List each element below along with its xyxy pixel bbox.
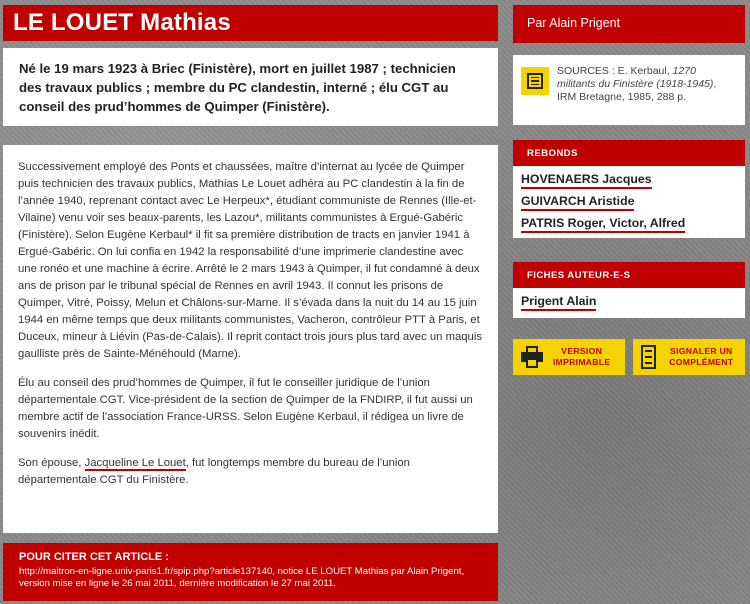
link-jacqueline-le-louet[interactable]: Jacqueline Le Louet <box>84 457 186 469</box>
printer-icon <box>521 346 536 368</box>
summary: Né le 19 mars 1923 à Briec (Finistère), mort en juillet 1987 ; technicien des travaux publics ; membre du PC clandestin, interné ; élu CGT au conseil des prud’hommes de Quimper (Finistère). <box>3 48 498 126</box>
fiche-link-prigent[interactable]: Prigent Alain <box>521 293 596 311</box>
rebonds-header: REBONDS <box>513 140 745 166</box>
print-version-label: VERSION IMPRIMABLE <box>552 346 611 367</box>
page-title: LE LOUET Mathias <box>3 5 498 41</box>
fiches-header: FICHES AUTEUR-E-S <box>513 262 745 288</box>
article-paragraph-3 <box>18 455 483 489</box>
sources-suffix: , IRM Bretagne, 1985, 288 p. <box>557 78 717 103</box>
rebonds-list <box>513 166 745 238</box>
article-paragraph-1: Successivement employé des Ponts et chaussées, maître d’internat au lycée de Quimper puis technicien des travaux publics, Mathias Le Louet adhéra au PC clandestin à la fin de l’année 1940, reprenant contact avec Le Herpeux*, étudiant communiste de Rennes (Ille-et-Vilaine) venu voir ses beaux-parents, les Lazou*, militants communistes à Ergué-Gabéric (Finistère). Selon Eugène Kerbaul* il fit sa première distribution de tracts en janvier 1941 à Ergué-Gabéric. On lui confia en 1942 la responsabilité d’une imprimerie clandestine avec une ronéo et une machine à écrire. Arrêté le 2 mars 1943 à Quimper, il fut condamné à deux ans de prison par le tribunal spécial de Rennes en avril 1943. Il connut les prisons de Quimper, Vitré, Poissy, Melun et Châlons-sur-Marne. Il s’évada dans la nuit du 14 au 15 juin 1944 en même temps que deux militants communistes, Vacheron, contrôleur PTT à Paris, et Duceux, mineur à Liévin (Pas-de-Calais). Il reprit contact trois jours plus tard avec un maquis gaulliste près de Sainte-Ménéhould (Marne). <box>18 161 482 360</box>
sources-box <box>513 55 745 125</box>
report-complement-button[interactable] <box>633 339 745 375</box>
paragraph-text: Son épouse, <box>18 457 85 469</box>
report-icon <box>641 345 656 369</box>
citation-title: POUR CITER CET ARTICLE : <box>19 551 169 563</box>
rebond-link-guivarch[interactable]: GUIVARCH Aristide <box>521 193 634 211</box>
rebond-link-hovenaers[interactable]: HOVENAERS Jacques <box>521 171 652 189</box>
sources-text <box>557 65 737 115</box>
citation-box <box>3 543 498 601</box>
rebond-link-patris[interactable]: PATRIS Roger, Victor, Alfred <box>521 215 685 233</box>
author-box: Par Alain Prigent <box>513 5 745 43</box>
article-paragraph-2: Élu au conseil des prud’hommes de Quimper, il fut le conseiller juridique de l’union départementale CGT. Vice-président de la section de Quimper de la FNDIRP, il fut aussi un membre actif de l’association France-URSS. Selon Eugène Kerbaul, il rédigea un livre de souvenirs inédit. <box>18 377 473 440</box>
report-complement-label: SIGNALER UN COMPLÉMENT <box>669 346 734 367</box>
citation-text: http://maitron-en-ligne.univ-paris1.fr/spip.php?article137140, notice LE LOUET Mathias par Alain Prigent, version mise en ligne le 26 mai 2011, dernière modification le 27 mai 2011. <box>19 566 465 589</box>
article-body <box>3 145 498 533</box>
sources-icon <box>521 67 549 95</box>
paragraph-text: , fut longtemps membre du bureau de l’union départementale CGT du Finistère. <box>18 457 410 486</box>
fiches-list <box>513 288 745 318</box>
print-version-button[interactable] <box>513 339 625 375</box>
sources-book-title: 1270 militants du Finistère (1918-1945) <box>557 65 714 90</box>
sources-prefix: SOURCES : E. Kerbaul, <box>557 65 673 77</box>
